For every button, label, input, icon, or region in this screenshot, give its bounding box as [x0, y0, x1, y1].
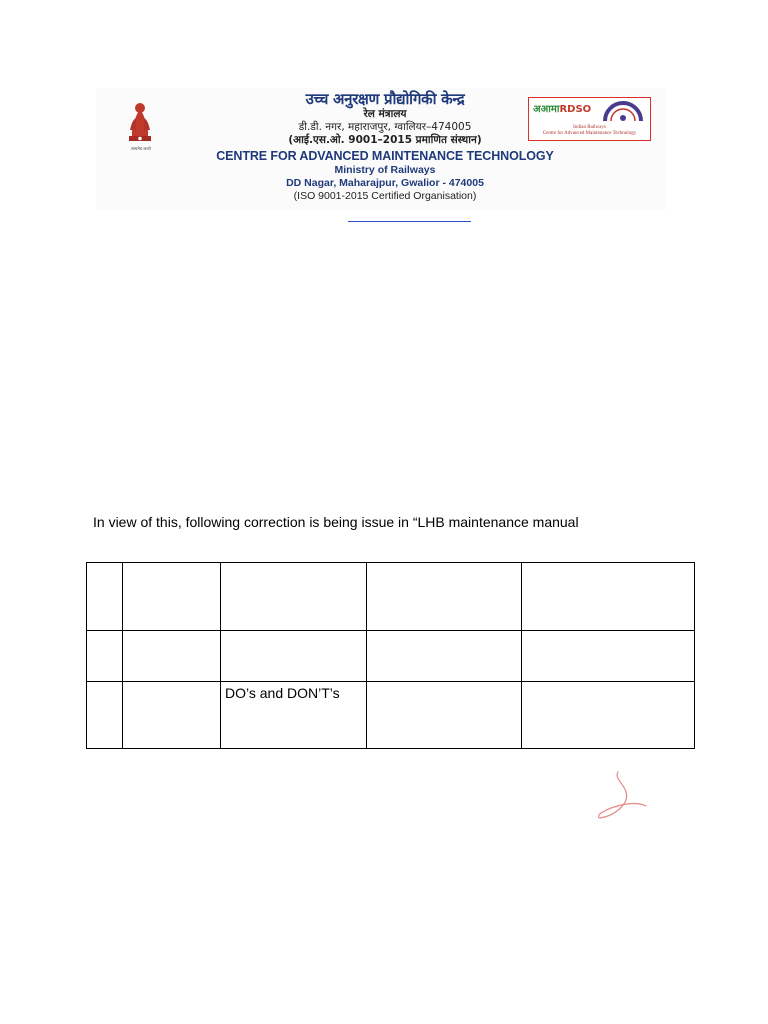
- hindi-ministry: रेल मंत्रालय: [363, 108, 407, 120]
- table-row: [87, 682, 695, 749]
- rdso-logo-tagline: Indian Railways: [573, 125, 606, 130]
- table-cell: [522, 631, 695, 682]
- letterhead-text: [200, 90, 570, 203]
- english-iso: (ISO 9001-2015 Certified Organisation): [293, 190, 477, 202]
- table-cell-dos-donts: DO’s and DON’T’s: [221, 682, 367, 749]
- table-cell: [367, 631, 522, 682]
- table-cell: [87, 682, 123, 749]
- rdso-logo-prefix: अआमा: [533, 104, 560, 115]
- table-row: [87, 631, 695, 682]
- rdso-logo-subtitle: [531, 125, 648, 137]
- hindi-title: उच्च अनुरक्षण प्रौद्योगिकी केन्द्र: [305, 90, 465, 108]
- pdf-watermark-icon: [594, 770, 650, 822]
- emblem-motto: सत्यमेव जयते: [131, 146, 151, 151]
- rdso-wheel-icon: [603, 100, 643, 122]
- letterhead: [96, 88, 666, 210]
- table-cell: [522, 563, 695, 631]
- correction-table: [86, 562, 695, 749]
- table-cell: [221, 631, 367, 682]
- english-title: CENTRE FOR ADVANCED MAINTENANCE TECHNOLOGY: [216, 149, 554, 163]
- english-address: DD Nagar, Maharajpur, Gwalior - 474005: [286, 177, 484, 189]
- national-emblem-icon: [120, 96, 160, 148]
- table-cell: [367, 563, 522, 631]
- rdso-logo-text: [533, 101, 591, 115]
- table-cell: [87, 631, 123, 682]
- rdso-logo-org: Centre for Advanced Maintenance Technology: [542, 131, 637, 136]
- table-row: [87, 563, 695, 631]
- table-cell: [221, 563, 367, 631]
- table-cell: [87, 563, 123, 631]
- hindi-address: डी.डी. नगर, महाराजपुर, ग्वालियर–474005: [298, 121, 472, 133]
- table-cell: [367, 682, 522, 749]
- table-cell: [123, 563, 221, 631]
- intro-paragraph: In view of this, following correction is being issue in “LHB maintenance manual: [93, 514, 579, 530]
- hindi-iso: (आई.एस.ओ. 9001–2015 प्रमाणित संस्थान): [288, 134, 482, 146]
- table-cell: [123, 682, 221, 749]
- rdso-logo-brand: RDSO: [559, 104, 592, 115]
- rdso-logo: [528, 97, 651, 141]
- hyperlink-underline[interactable]: [348, 221, 471, 222]
- english-ministry: Ministry of Railways: [334, 164, 436, 176]
- table-cell: [123, 631, 221, 682]
- table-cell: [522, 682, 695, 749]
